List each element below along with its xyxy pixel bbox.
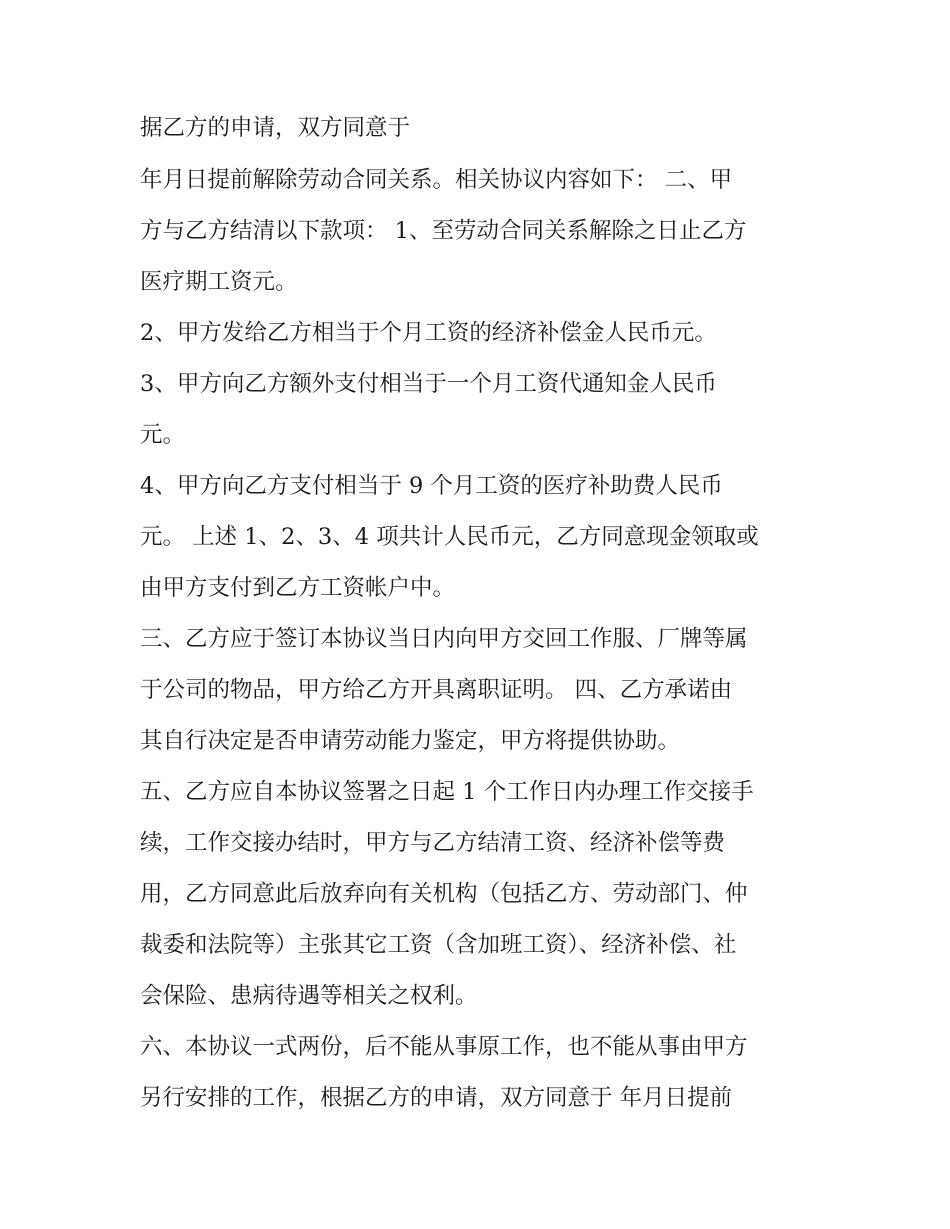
- text-line: 由甲方支付到乙方工资帐户中。: [140, 575, 456, 601]
- text-line: 用，乙方同意此后放弃向有关机构（包括乙方、劳动部门、仲: [140, 881, 748, 907]
- text-line: 3、甲方向乙方额外支付相当于一个月工资代通知金人民币: [140, 371, 717, 397]
- text-line: 裁委和法院等）主张其它工资（含加班工资）、经济补偿、社: [140, 932, 737, 958]
- text-line: 于公司的物品，甲方给乙方开具离职证明。 四、乙方承诺由: [140, 677, 733, 703]
- text-line: 2、甲方发给乙方相当于个月工资的经济补偿金人民币元。: [140, 320, 717, 346]
- text-line: 会保险、患病待遇等相关之权利。: [140, 983, 478, 1009]
- text-line: 元。: [140, 422, 186, 448]
- text-line: 三、乙方应于签订本协议当日内向甲方交回工作服、厂牌等属: [140, 626, 748, 652]
- text-line: 方与乙方结清以下款项： 1、至劳动合同关系解除之日止乙方: [140, 218, 747, 244]
- text-line: 元。 上述 1、2、3、4 项共计人民币元，乙方同意现金领取或: [140, 524, 759, 550]
- text-line: 据乙方的申请，双方同意于: [140, 115, 411, 141]
- text-line: 医疗期工资元。: [140, 269, 298, 295]
- text-line: 五、乙方应自本协议签署之日起 1 个工作日内办理工作交接手: [140, 779, 754, 805]
- text-line: 其自行决定是否申请劳动能力鉴定，甲方将提供协助。: [140, 728, 681, 754]
- text-line: 续，工作交接办结时，甲方与乙方结清工资、经济补偿等费: [140, 830, 726, 856]
- text-line: 年月日提前解除劳动合同关系。相关协议内容如下： 二、甲: [140, 167, 733, 193]
- text-line: 4、甲方向乙方支付相当于 9 个月工资的医疗补助费人民币: [140, 473, 723, 499]
- text-line: 另行安排的工作，根据乙方的申请，双方同意于 年月日提前: [140, 1085, 733, 1111]
- text-line: 六、本协议一式两份，后不能从事原工作，也不能从事由甲方: [140, 1034, 748, 1060]
